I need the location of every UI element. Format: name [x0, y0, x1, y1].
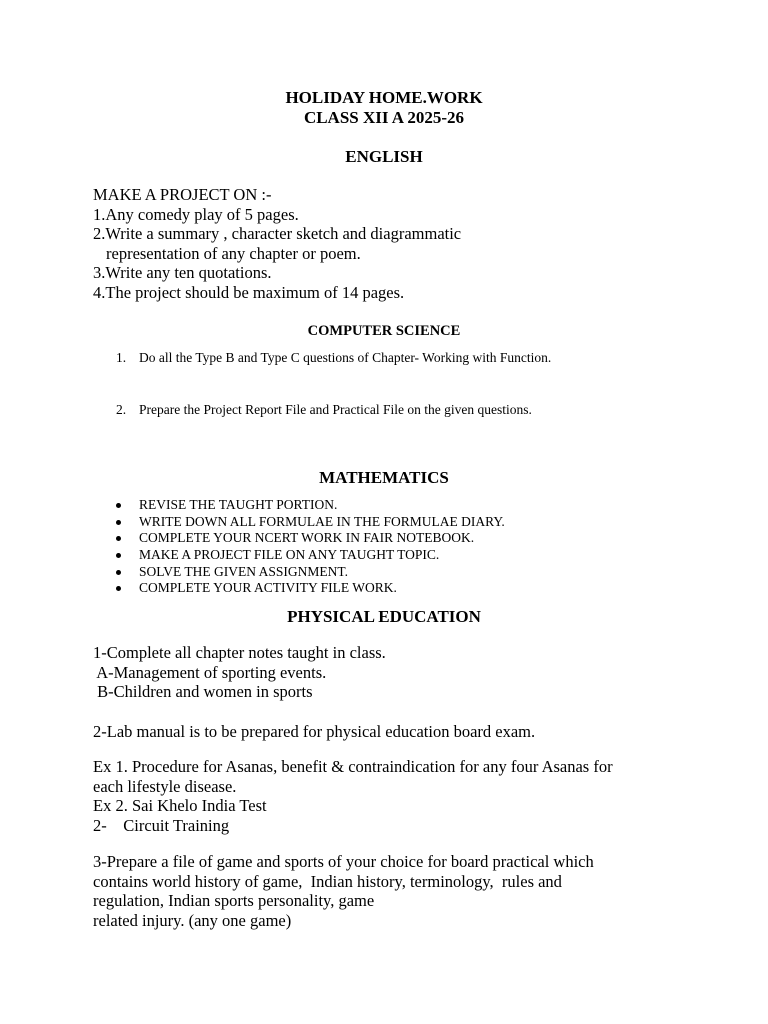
math-bullet-item: MAKE A PROJECT FILE ON ANY TAUGHT TOPIC. [139, 547, 440, 562]
cs-item-number: 1. [116, 350, 127, 365]
pe-line: contains world history of game, Indian history, terminology, rules and [93, 872, 562, 891]
class-line: CLASS XII A 2025-26 [303, 108, 465, 127]
pe-line: regulation, Indian sports personality, game [93, 891, 375, 910]
math-bullet-item: COMPLETE YOUR NCERT WORK IN FAIR NOTEBOOK. [139, 530, 475, 545]
bullet-icon [116, 520, 121, 525]
bullet-icon [116, 586, 121, 591]
computer-science-heading: COMPUTER SCIENCE [307, 323, 461, 339]
pe-line: Ex 1. Procedure for Asanas, benefit & contraindication for any four Asanas for [93, 757, 613, 776]
english-line: 3.Write any ten quotations. [93, 263, 272, 282]
pe-line: 1-Complete all chapter notes taught in class. [93, 643, 386, 662]
english-line: 4.The project should be maximum of 14 pages. [93, 283, 405, 302]
cs-item-number: 2. [116, 402, 127, 417]
document-title: HOLIDAY HOME.WORK [285, 88, 483, 107]
pe-line: 3-Prepare a file of game and sports of your choice for board practical which [93, 852, 594, 871]
cs-item-text: Do all the Type B and Type C questions of Chapter- Working with Function. [139, 350, 552, 365]
bullet-icon [116, 503, 121, 508]
pe-line: 2- Circuit Training [93, 816, 230, 835]
pe-line: Ex 2. Sai Khelo India Test [93, 796, 267, 815]
bullet-icon [116, 536, 121, 541]
math-bullet-item: REVISE THE TAUGHT PORTION. [139, 497, 338, 512]
pe-line: each lifestyle disease. [93, 777, 237, 796]
pe-line: B-Children and women in sports [93, 682, 313, 701]
pe-line: related injury. (any one game) [93, 911, 292, 930]
physical-education-heading: PHYSICAL EDUCATION [287, 607, 481, 626]
pe-line: A-Management of sporting events. [93, 663, 327, 682]
pe-line: 2-Lab manual is to be prepared for physical education board exam. [93, 722, 536, 741]
math-bullet-item: WRITE DOWN ALL FORMULAE IN THE FORMULAE DIARY. [139, 514, 505, 529]
english-intro: MAKE A PROJECT ON :- [93, 185, 272, 204]
english-line: 2.Write a summary , character sketch and diagrammatic [93, 224, 462, 243]
english-line: 1.Any comedy play of 5 pages. [93, 205, 299, 224]
math-bullet-item: SOLVE THE GIVEN ASSIGNMENT. [139, 564, 349, 579]
mathematics-heading: MATHEMATICS [319, 468, 449, 487]
bullet-icon [116, 553, 121, 558]
math-bullet-item: COMPLETE YOUR ACTIVITY FILE WORK. [139, 580, 397, 595]
bullet-icon [116, 570, 121, 575]
english-heading: ENGLISH [345, 147, 423, 166]
english-line: representation of any chapter or poem. [106, 244, 361, 263]
cs-item-text: Prepare the Project Report File and Practical File on the given questions. [139, 402, 532, 417]
